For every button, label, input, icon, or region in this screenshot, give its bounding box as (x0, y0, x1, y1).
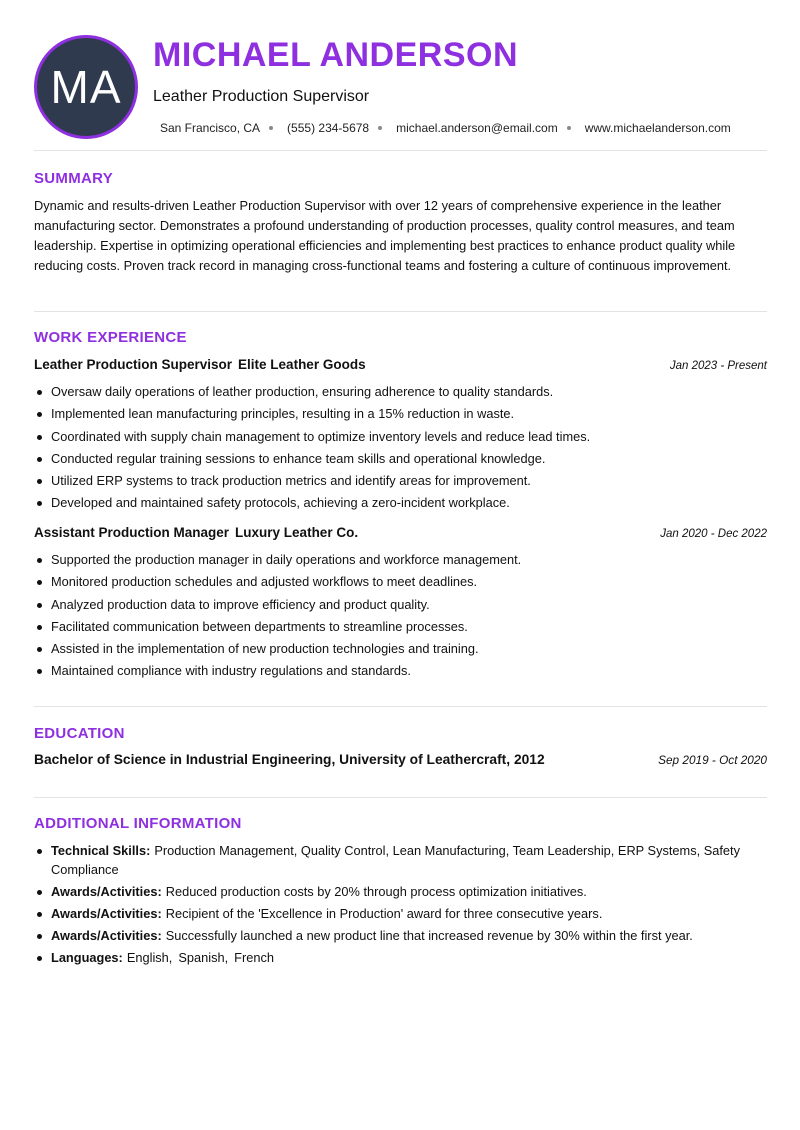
additional-item (34, 905, 767, 924)
contact-email[interactable]: michael.anderson@email.com (396, 121, 558, 135)
contact-info (160, 121, 731, 135)
job-title-line (34, 525, 358, 540)
language: French (234, 949, 274, 965)
language: English, (126, 949, 173, 965)
job-dates: Jan 2023 - Present (669, 360, 767, 372)
avatar (34, 35, 138, 139)
bullet-separator-icon (269, 126, 273, 130)
section-divider (34, 706, 767, 707)
resume-header (0, 0, 800, 150)
section-divider (34, 150, 767, 151)
additional-item-text: Production Management, Quality Control, Lean Manufacturing, Team Leadership, ERP Systems, Safety Compliance (51, 843, 740, 877)
bullet-separator-icon (567, 126, 571, 130)
languages-item (34, 949, 767, 968)
education-degree: Bachelor of Science in Industrial Engineering, University of Leathercraft, 2012 (34, 752, 545, 767)
section-divider (34, 797, 767, 798)
job-bullet: Coordinated with supply chain management to optimize inventory levels and reduce lead times. (34, 427, 767, 449)
additional-item-text: Recipient of the 'Excellence in Production' award for three consecutive years. (165, 905, 603, 921)
job-company: Luxury Leather Co. (235, 525, 359, 540)
job-bullet: Analyzed production data to improve efficiency and product quality. (34, 595, 767, 617)
job-bullet: Implemented lean manufacturing principles, resulting in a 15% reduction in waste. (34, 404, 767, 426)
job-bullet: Developed and maintained safety protocols, achieving a zero-incident workplace. (34, 493, 767, 515)
additional-item-label: Awards/Activities: (51, 905, 162, 921)
job-bullets (34, 382, 767, 516)
additional-item (34, 883, 767, 902)
experience-heading: WORK EXPERIENCE (34, 329, 187, 346)
contact-website[interactable]: www.michaelanderson.com (584, 121, 731, 135)
job-title-line (34, 357, 366, 372)
contact-phone: (555) 234-5678 (287, 121, 370, 135)
language: Spanish, (178, 949, 229, 965)
section-divider (34, 311, 767, 312)
job-bullet: Supported the production manager in daily operations and workforce management. (34, 550, 767, 572)
job-bullet: Assisted in the implementation of new production technologies and training. (34, 639, 767, 661)
job-bullets (34, 550, 767, 684)
job-bullet: Facilitated communication between departments to streamline processes. (34, 617, 767, 639)
job-bullet: Oversaw daily operations of leather production, ensuring adherence to quality standards. (34, 382, 767, 404)
summary-text: Dynamic and results-driven Leather Production Supervisor with over 12 years of comprehensive experience in the leather manufacturing sector. Demonstrates a profound understanding of production processes, quality control measures, and team leadership. Expertise in optimizing operational efficiencies and implementing best practices to enhance product quality while reducing costs. Proven track record in managing cross-functional teams and fostering a culture of continuous improvement. (34, 198, 736, 273)
candidate-title: Leather Production Supervisor (153, 88, 370, 105)
avatar-initials: MA (50, 61, 122, 113)
job-bullet: Conducted regular training sessions to enhance team skills and operational knowledge. (34, 449, 767, 471)
candidate-name: MICHAEL ANDERSON (153, 36, 519, 74)
languages-label: Languages: (51, 949, 123, 965)
education-entry (34, 752, 767, 774)
bullet-separator-icon (378, 126, 382, 130)
summary-heading: SUMMARY (34, 170, 114, 187)
job-company: Elite Leather Goods (238, 357, 366, 372)
job-title: Assistant Production Manager (34, 525, 230, 540)
job-dates: Jan 2020 - Dec 2022 (660, 528, 767, 540)
job-bullet: Utilized ERP systems to track production metrics and identify areas for improvement. (34, 471, 767, 493)
additional-list (34, 842, 767, 971)
additional-item (34, 927, 767, 946)
contact-location: San Francisco, CA (160, 121, 261, 135)
additional-item-label: Awards/Activities: (51, 883, 162, 899)
education-heading: EDUCATION (34, 725, 125, 742)
additional-item-text: Successfully launched a new product line that increased revenue by 30% within the first year. (165, 927, 693, 943)
education-dates: Sep 2019 - Oct 2020 (658, 753, 767, 767)
additional-item-text: Reduced production costs by 20% through process optimization initiatives. (165, 883, 587, 899)
job-title: Leather Production Supervisor (34, 357, 233, 372)
job-bullet: Maintained compliance with industry regulations and standards. (34, 661, 767, 683)
job-header (34, 525, 767, 545)
additional-item-label: Technical Skills: (51, 843, 151, 858)
job-header (34, 357, 767, 377)
additional-item (34, 842, 767, 879)
additional-item-label: Awards/Activities: (51, 927, 162, 943)
job-bullet: Monitored production schedules and adjusted workflows to meet deadlines. (34, 572, 767, 594)
additional-heading: ADDITIONAL INFORMATION (34, 815, 242, 832)
